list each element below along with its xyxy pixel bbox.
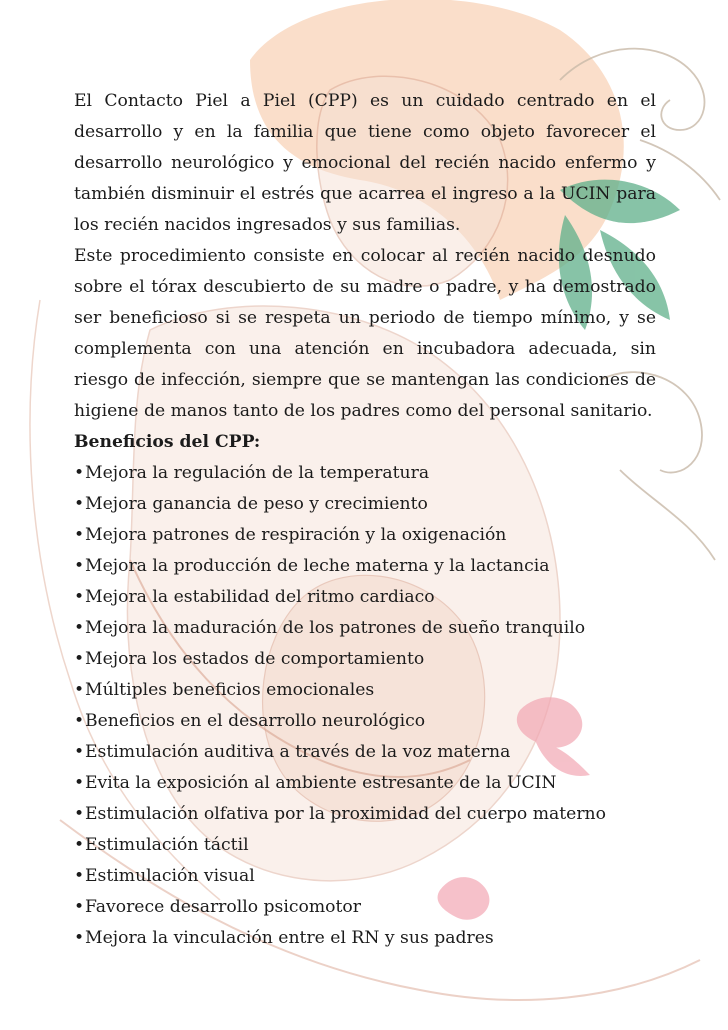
- benefit-text: Estimulación táctil: [85, 835, 249, 855]
- bullet-icon: •: [74, 928, 85, 948]
- list-item: [74, 458, 656, 489]
- list-item: [74, 768, 656, 799]
- list-item: [74, 861, 656, 892]
- benefit-text: Mejora los estados de comportamiento: [85, 649, 425, 669]
- benefit-text: Beneficios en el desarrollo neurológico: [85, 711, 426, 731]
- benefit-text: Estimulación auditiva a través de la voz materna: [85, 742, 511, 762]
- list-item: [74, 737, 656, 768]
- list-item: [74, 644, 656, 675]
- benefit-text: Mejora la producción de leche materna y la lactancia: [85, 556, 550, 576]
- list-item: [74, 892, 656, 923]
- list-item: [74, 799, 656, 830]
- bullet-icon: •: [74, 649, 85, 669]
- benefit-text: Mejora la vinculación entre el RN y sus padres: [85, 928, 494, 948]
- benefit-text: Mejora patrones de respiración y la oxigenación: [85, 525, 507, 545]
- bullet-icon: •: [74, 773, 85, 793]
- list-item: [74, 520, 656, 551]
- bullet-icon: •: [74, 742, 85, 762]
- list-item: [74, 923, 656, 954]
- list-item: [74, 613, 656, 644]
- procedure-paragraph: Este procedimiento consiste en colocar al recién nacido desnudo sobre el tórax descubierto de su madre o padre, y ha demostrado ser beneficioso si se respeta un periodo de tiempo mínimo, y se complementa con una atención en incubadora adecuada, sin riesgo de infección, siempre que se mantengan las condiciones de higiene de manos tanto de los padres como del personal sanitario.: [74, 246, 656, 421]
- benefit-text: Estimulación visual: [85, 866, 255, 886]
- benefit-text: Mejora ganancia de peso y crecimiento: [85, 494, 428, 514]
- list-item: [74, 675, 656, 706]
- benefit-text: Mejora la estabilidad del ritmo cardiaco: [85, 587, 435, 607]
- bullet-icon: •: [74, 897, 85, 917]
- list-item: [74, 582, 656, 613]
- benefits-list: [74, 458, 656, 954]
- bullet-icon: •: [74, 618, 85, 638]
- bullet-icon: •: [74, 680, 85, 700]
- benefit-text: Estimulación olfativa por la proximidad del cuerpo materno: [85, 804, 606, 824]
- bullet-icon: •: [74, 525, 85, 545]
- benefit-text: Múltiples beneficios emocionales: [85, 680, 375, 700]
- bullet-icon: •: [74, 866, 85, 886]
- intro-paragraph: El Contacto Piel a Piel (CPP) es un cuidado centrado en el desarrollo y en la familia que tiene como objeto favorecer el desarrollo neurológico y emocional del recién nacido enfermo y también disminuir el estrés que acarrea el ingreso a la UCIN para los recién nacidos ingresados y sus familias.: [74, 91, 656, 235]
- document-body: [74, 86, 656, 954]
- benefit-text: Mejora la maduración de los patrones de sueño tranquilo: [85, 618, 586, 638]
- bullet-icon: •: [74, 587, 85, 607]
- list-item: [74, 489, 656, 520]
- benefit-text: Favorece desarrollo psicomotor: [85, 897, 361, 917]
- bullet-icon: •: [74, 463, 85, 483]
- list-item: [74, 706, 656, 737]
- benefit-text: Evita la exposición al ambiente estresante de la UCIN: [85, 773, 557, 793]
- bullet-icon: •: [74, 835, 85, 855]
- bullet-icon: •: [74, 556, 85, 576]
- benefits-heading: Beneficios del CPP:: [74, 432, 261, 452]
- list-item: [74, 551, 656, 582]
- bullet-icon: •: [74, 711, 85, 731]
- list-item: [74, 830, 656, 861]
- bullet-icon: •: [74, 804, 85, 824]
- benefit-text: Mejora la regulación de la temperatura: [85, 463, 430, 483]
- bullet-icon: •: [74, 494, 85, 514]
